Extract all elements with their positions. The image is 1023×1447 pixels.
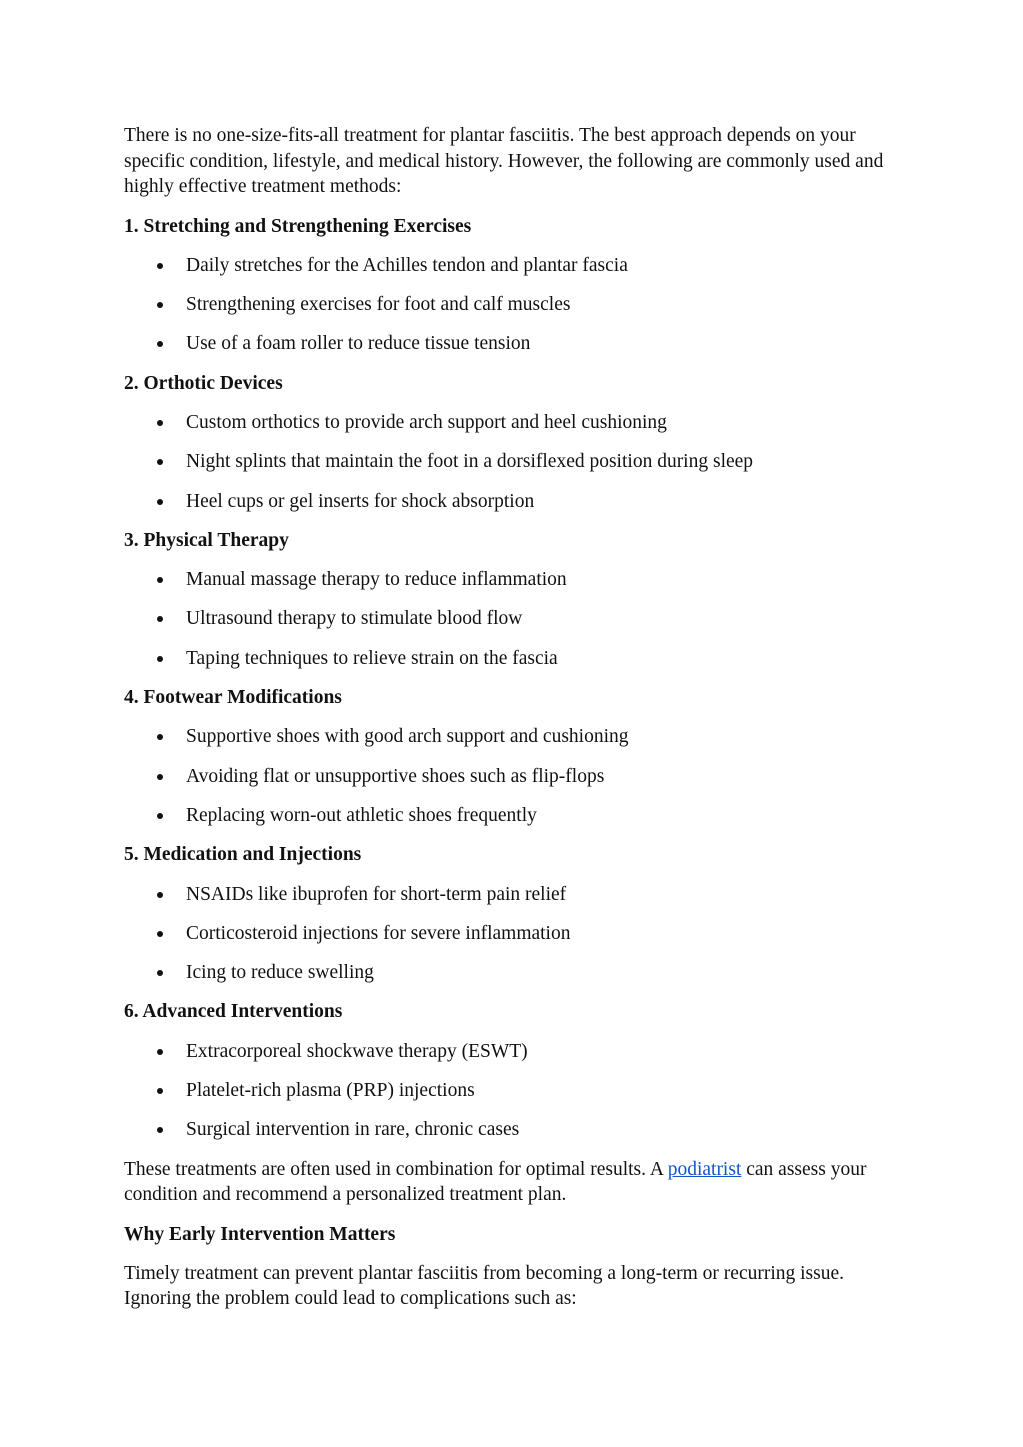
bullet-list (124, 253, 914, 357)
section-physical-therapy (124, 528, 914, 671)
list-item (124, 882, 914, 908)
list-item (124, 1078, 914, 1104)
section-stretching (124, 214, 914, 357)
list-item (124, 449, 914, 475)
list-item (124, 410, 914, 436)
bullet-icon (157, 499, 163, 505)
list-item-text: Avoiding flat or unsupportive shoes such as flip-flops (186, 765, 605, 787)
bullet-icon (157, 420, 163, 426)
list-item (124, 331, 914, 357)
section-heading: 5. Medication and Injections (124, 844, 362, 866)
list-item (124, 606, 914, 632)
section-heading: 6. Advanced Interventions (124, 1001, 343, 1023)
bullet-list (124, 567, 914, 671)
bullet-icon (157, 892, 163, 898)
section-footwear (124, 685, 914, 828)
section-heading: 4. Footwear Modifications (124, 687, 342, 709)
list-item-text: Platelet-rich plasma (PRP) injections (186, 1080, 475, 1102)
bullet-icon (157, 577, 163, 583)
list-item-text: Daily stretches for the Achilles tendon and plantar fascia (186, 254, 628, 276)
treatment-sections (124, 214, 914, 1143)
bullet-list (124, 882, 914, 986)
list-item-text: Corticosteroid injections for severe inflammation (186, 922, 571, 944)
list-item (124, 253, 914, 279)
list-item (124, 921, 914, 947)
closing-paragraph (124, 1157, 914, 1208)
intro-paragraph: There is no one-size-fits-all treatment for plantar fasciitis. The best approach depends on your specific condition, lifestyle, and medical history. However, the following are commonly used and highly effective treatment methods: (124, 125, 884, 197)
bullet-list (124, 724, 914, 828)
closing-text-after: can assess your condition and recommend a personalized treatment plan. (124, 1158, 867, 1206)
bullet-icon (157, 302, 163, 308)
list-item (124, 646, 914, 672)
list-item-text: Manual massage therapy to reduce inflammation (186, 569, 567, 591)
list-item-text: Custom orthotics to provide arch support and heel cushioning (186, 411, 667, 433)
bullet-icon (157, 931, 163, 937)
list-item (124, 1039, 914, 1065)
bullet-icon (157, 1127, 163, 1133)
bullet-icon (157, 1049, 163, 1055)
list-item-text: Ultrasound therapy to stimulate blood flow (186, 608, 523, 630)
bullet-list (124, 1039, 914, 1143)
section-heading: 2. Orthotic Devices (124, 372, 283, 394)
bullet-icon (157, 263, 163, 269)
bullet-icon (157, 341, 163, 347)
section-heading: 1. Stretching and Strengthening Exercises (124, 215, 472, 237)
bullet-icon (157, 970, 163, 976)
list-item-text: Strengthening exercises for foot and calf muscles (186, 294, 571, 316)
bullet-list (124, 410, 914, 514)
podiatrist-link[interactable]: podiatrist (667, 1158, 742, 1180)
section-advanced (124, 999, 914, 1142)
bullet-icon (157, 656, 163, 662)
list-item (124, 292, 914, 318)
why-paragraph: Timely treatment can prevent plantar fasciitis from becoming a long-term or recurring issue. Ignoring the problem could lead to complications such as: (124, 1262, 845, 1310)
section-heading: 3. Physical Therapy (124, 529, 289, 551)
why-heading: Why Early Intervention Matters (124, 1223, 396, 1245)
list-item (124, 764, 914, 790)
list-item-text: Night splints that maintain the foot in a dorsiflexed position during sleep (186, 451, 754, 473)
list-item-text: Icing to reduce swelling (186, 962, 374, 984)
bullet-icon (157, 813, 163, 819)
list-item-text: Supportive shoes with good arch support and cushioning (186, 726, 629, 748)
bullet-icon (157, 734, 163, 740)
list-item-text: NSAIDs like ibuprofen for short-term pain relief (186, 883, 567, 905)
document-page (124, 123, 914, 1312)
list-item (124, 724, 914, 750)
list-item-text: Surgical intervention in rare, chronic cases (186, 1119, 520, 1141)
list-item-text: Extracorporeal shockwave therapy (ESWT) (186, 1040, 528, 1062)
section-medication (124, 842, 914, 985)
list-item (124, 960, 914, 986)
list-item-text: Replacing worn-out athletic shoes frequently (186, 804, 537, 826)
closing-text-before: These treatments are often used in combination for optimal results. A (124, 1158, 668, 1180)
list-item-text: Taping techniques to relieve strain on the fascia (186, 647, 558, 669)
bullet-icon (157, 1088, 163, 1094)
list-item-text: Heel cups or gel inserts for shock absorption (186, 490, 535, 512)
list-item (124, 1117, 914, 1143)
list-item-text: Use of a foam roller to reduce tissue tension (186, 333, 531, 355)
bullet-icon (157, 459, 163, 465)
bullet-icon (157, 616, 163, 622)
list-item (124, 803, 914, 829)
section-orthotic (124, 371, 914, 514)
list-item (124, 567, 914, 593)
list-item (124, 489, 914, 515)
bullet-icon (157, 774, 163, 780)
